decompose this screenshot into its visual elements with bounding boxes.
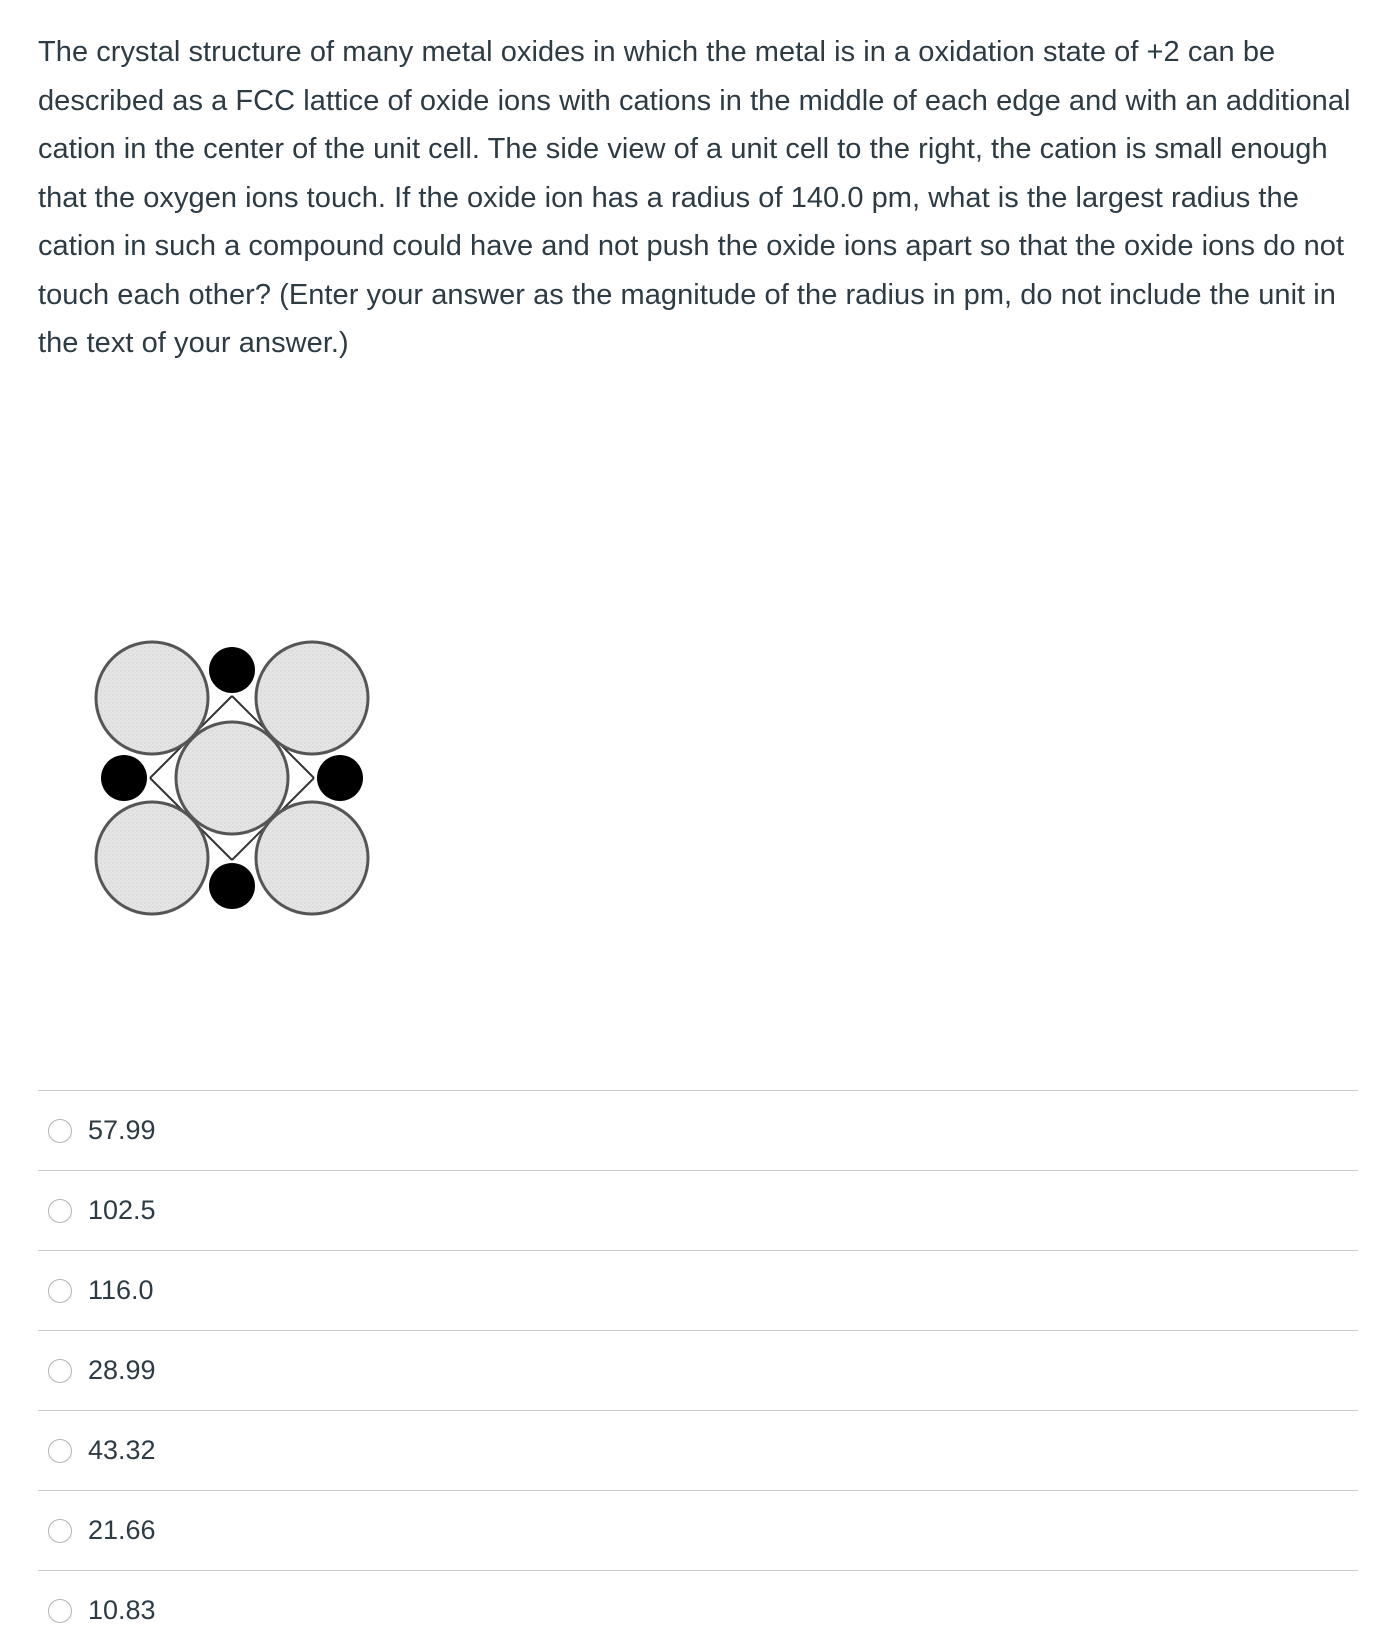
radio-button[interactable]	[48, 1439, 72, 1463]
radio-button[interactable]	[48, 1519, 72, 1543]
cation	[209, 863, 255, 909]
radio-button[interactable]	[48, 1279, 72, 1303]
oxide-ion	[256, 642, 368, 754]
answer-option[interactable]	[38, 1170, 1358, 1250]
radio-button[interactable]	[48, 1599, 72, 1623]
answer-option[interactable]	[38, 1250, 1358, 1330]
oxide-ion	[96, 802, 208, 914]
radio-button[interactable]	[48, 1119, 72, 1143]
answer-option[interactable]	[38, 1410, 1358, 1490]
radio-button[interactable]	[48, 1199, 72, 1223]
answer-option[interactable]	[38, 1330, 1358, 1410]
answer-label: 102.5	[88, 1195, 156, 1225]
answer-option[interactable]	[38, 1490, 1358, 1570]
answer-label: 28.99	[88, 1355, 156, 1385]
unit-cell-diagram	[84, 630, 380, 926]
question-text: The crystal structure of many metal oxides in which the metal is in a oxidation state of +2 can be described as a FCC lattice of oxide ions with cations in the middle of each edge and with an additional cation in the center of the unit cell. The side view of a unit cell to the right, the cation is small enough that the oxygen ions touch. If the oxide ion has a radius of 140.0 pm, what is the largest radius the cation in such a compound could have and not push the oxide ions apart so that the oxide ions do not touch each other? (Enter your answer as the magnitude of the radius in pm, do not include the unit in the text of your answer.)	[38, 36, 1351, 359]
answer-label: 10.83	[88, 1595, 156, 1625]
answer-option[interactable]	[38, 1090, 1358, 1170]
answer-label: 57.99	[88, 1115, 156, 1145]
oxide-ion	[96, 642, 208, 754]
oxide-ion-center	[176, 722, 288, 834]
answer-option[interactable]	[38, 1570, 1358, 1650]
answer-label: 116.0	[88, 1275, 154, 1305]
answer-list	[38, 1090, 1358, 1650]
answer-label: 43.32	[88, 1435, 156, 1465]
cation	[101, 755, 147, 801]
answer-label: 21.66	[88, 1515, 156, 1545]
radio-button[interactable]	[48, 1359, 72, 1383]
cation	[209, 647, 255, 693]
oxide-ion	[256, 802, 368, 914]
cation	[317, 755, 363, 801]
